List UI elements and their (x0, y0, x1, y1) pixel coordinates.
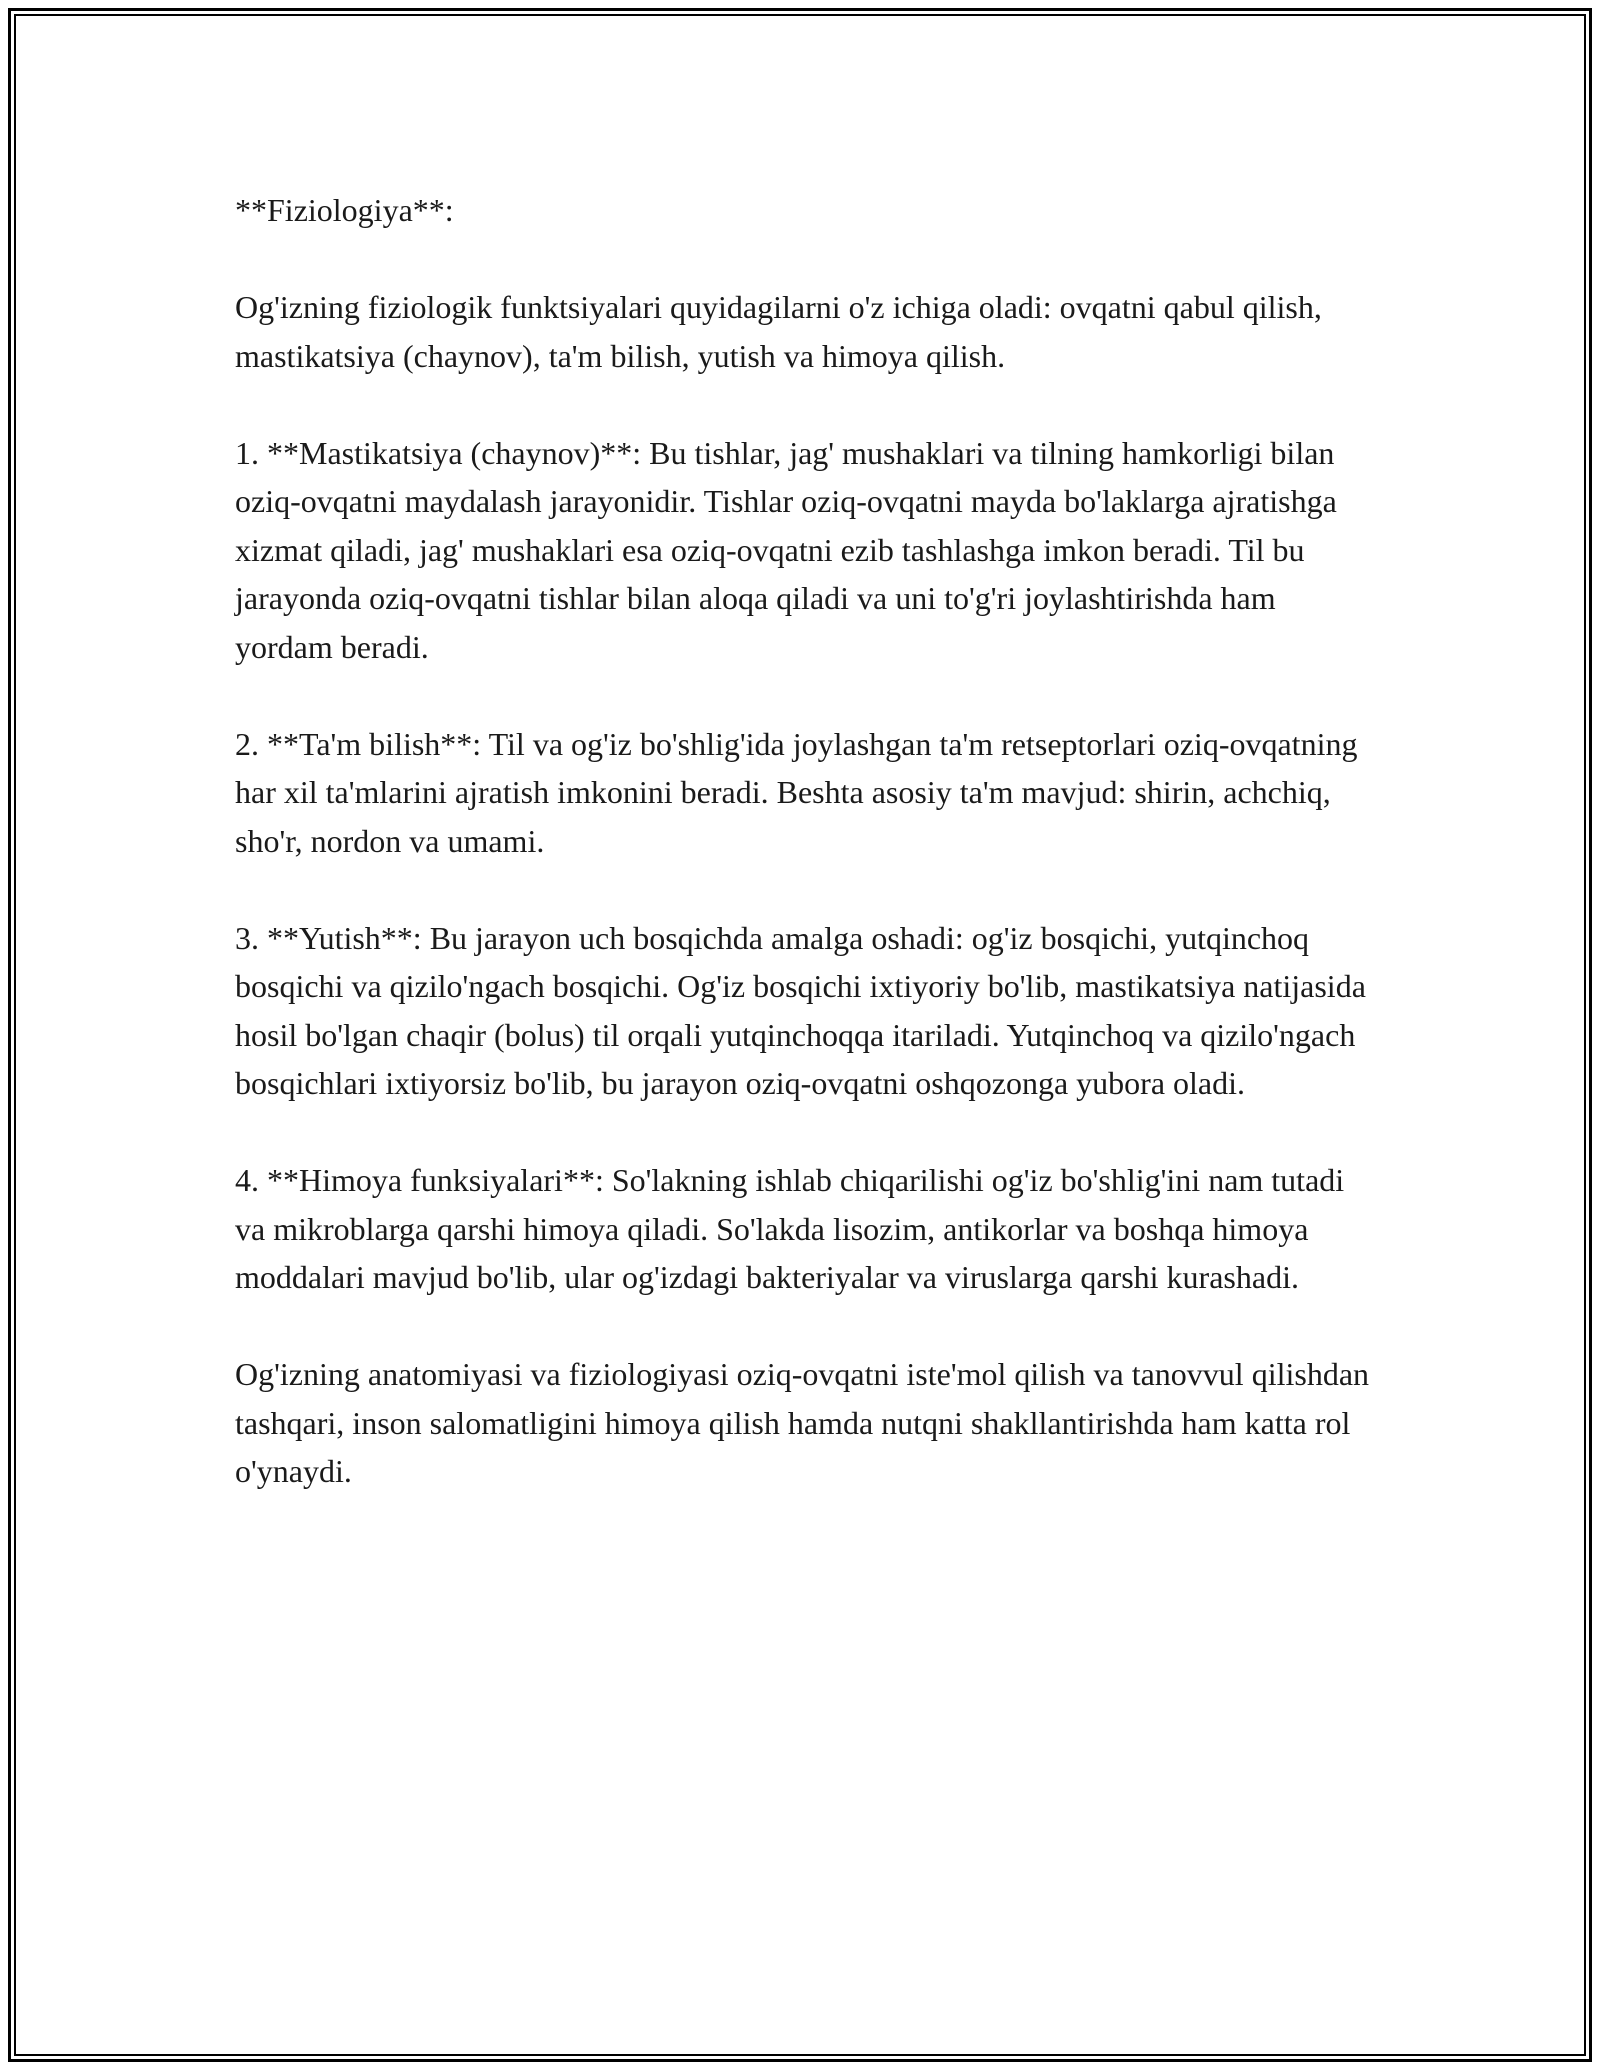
list-item-swallowing: 3. **Yutish**: Bu jarayon uch bosqichda amalga oshadi: og'iz bosqichi, yutqinchoq bosqichi va qizilo'ngach bosqichi. Og'iz bosqichi ixtiyoriy bo'lib, mastikatsiya natijasida hosil bo'lgan chaqir (bolus) til orqali yutqinchoqqa itariladi. Yutqinchoq va qizilo'ngach bosqichlari ixtiyorsiz bo'lib, bu jarayon oziq-ovqatni oshqozonga yubora oladi. (235, 919, 1366, 1101)
section-heading: **Fiziologiya**: (235, 192, 454, 228)
list-item-mastication: 1. **Mastikatsiya (chaynov)**: Bu tishlar, jag' mushaklari va tilning hamkorligi bilan oziq-ovqatni maydalash jarayonidir. Tishlar oziq-ovqatni mayda bo'laklarga ajratishga xizmat qiladi, jag' mushaklari esa oziq-ovqatni ezib tashlashga imkon beradi. Til bu jarayonda oziq-ovqatni tishlar bilan aloqa qiladi va uni to'g'ri joylashtirishda ham yordam beradi. (235, 434, 1337, 665)
list-item-taste: 2. **Ta'm bilish**: Til va og'iz bo'shlig'ida joylashgan ta'm retseptorlari oziq-ovqatning har xil ta'mlarini ajratish imkonini beradi. Beshta asosiy ta'm mavjud: shirin, achchiq, sho'r, nordon va umami. (235, 725, 1358, 859)
intro-paragraph: Og'izning fiziologik funktsiyalari quyidagilarni o'z ichiga oladi: ovqatni qabul qilish, mastikatsiya (chaynov), ta'm bilish, yutish va himoya qilish. (235, 289, 1322, 374)
list-item-protection: 4. **Himoya funksiyalari**: So'lakning ishlab chiqarilishi og'iz bo'shlig'ini nam tutadi va mikroblarga qarshi himoya qiladi. So'lakda lisozim, antikorlar va boshqa himoya moddalari mavjud bo'lib, ular og'izdagi bakteriyalar va viruslarga qarshi kurashadi. (235, 1162, 1345, 1295)
document-body (235, 186, 1375, 1496)
conclusion-paragraph: Og'izning anatomiyasi va fiziologiyasi oziq-ovqatni iste'mol qilish va tanovvul qilishdan tashqari, inson salomatligini himoya qilish hamda nutqni shakllantirishda ham katta rol o'ynaydi. (235, 1356, 1370, 1489)
